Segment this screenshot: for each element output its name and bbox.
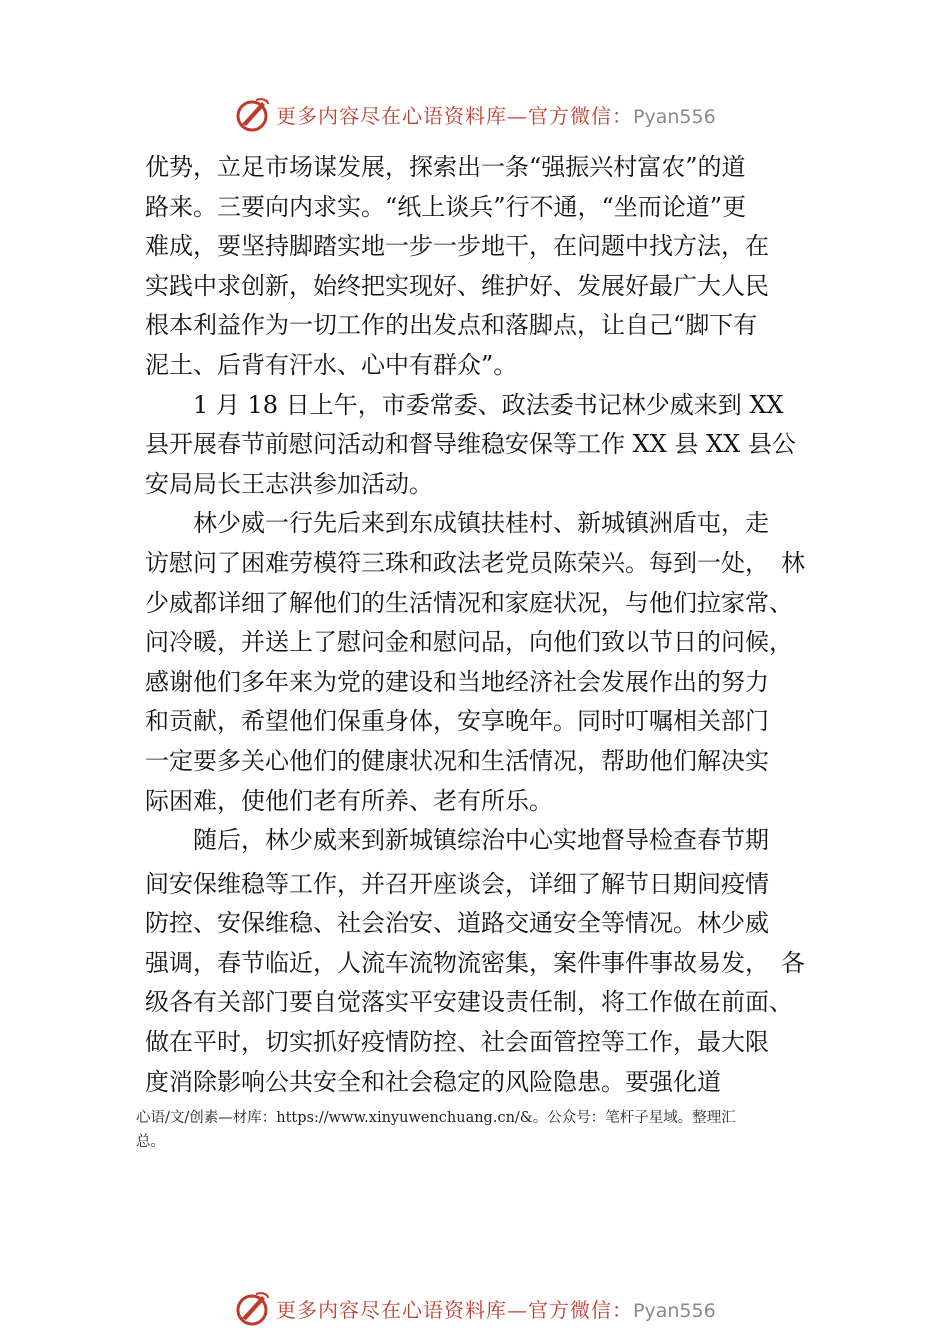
text-line: 访慰问了困难劳模符三珠和政法老党员陈荣兴。每到一处， 林 (145, 548, 805, 577)
text-line: 做在平时，切实抓好疫情防控、社会面管控等工作，最大限 (145, 1028, 769, 1057)
header-banner (232, 94, 716, 134)
quill-seal-icon (232, 94, 272, 134)
banner-text: 更多内容尽在心语资料库—官方微信：Pyan556 (276, 1297, 716, 1322)
text-line: 级各有关部门要自觉落实平安建设责任制，将工作做在前面、 (145, 988, 793, 1017)
footer-line: 心语/文/创素—材库：https://www.xinyuwenchuang.cn/&。公众号：笔杆子星域。整理汇 (136, 1110, 736, 1126)
wechat-id: Pyan556 (633, 1299, 716, 1322)
text-line: 度消除影响公共安全和社会稳定的风险隐患。要强化道 (145, 1067, 721, 1096)
text-line: 优势，立足市场谋发展，探索出一条“强振兴村富农”的道 (145, 153, 746, 181)
text-line: 随后，林少威来到新城镇综治中心实地督导检查春节期 (145, 826, 769, 855)
quill-seal-icon (232, 1288, 272, 1328)
text-line: 难成，要坚持脚踏实地一步一步地干，在问题中找方法，在 (145, 232, 769, 261)
text-line: 实践中求创新，始终把实现好、维护好、发展好最广大人民 (145, 271, 769, 300)
text-line: 林少威一行先后来到东成镇扶桂村、新城镇洲盾屯，走 (145, 509, 769, 538)
wechat-id: Pyan556 (633, 105, 716, 128)
text-line: 县开展春节前慰问活动和督导维稳安保等工作 XX 县 XX 县公 (145, 430, 796, 459)
text-line: 少威都详细了解他们的生活情况和家庭状况，与他们拉家常、 (145, 588, 793, 617)
text-line: 根本利益作为一切工作的出发点和落脚点，让自己“脚下有 (145, 311, 758, 340)
text-line: 问冷暖，并送上了慰问金和慰问品，向他们致以节日的问候， (145, 628, 793, 657)
text-line: 和贡献，希望他们保重身体，安享晚年。同时叮嘱相关部门 (145, 707, 769, 736)
source-footer (136, 1106, 836, 1154)
text-line: 防控、安保维稳、社会治安、道路交通安全等情况。林少威 (145, 909, 769, 938)
document-body (145, 148, 815, 1102)
text-line: 强调，春节临近，人流车流物流密集，案件事件事故易发， 各 (145, 948, 805, 977)
text-line: 际困难，使他们老有所养、老有所乐。 (145, 786, 553, 815)
text-line: 泥土、后背有汗水、心中有群众”。 (145, 350, 518, 379)
banner-text: 更多内容尽在心语资料库—官方微信：Pyan556 (276, 103, 716, 128)
text-line: 路来。三要向内求实。“纸上谈兵”行不通，“坐而论道”更 (145, 192, 747, 221)
text-line: 一定要多关心他们的健康状况和生活情况，帮助他们解决实 (145, 746, 769, 775)
footer-banner (232, 1288, 716, 1328)
text-line: 安局局长王志洪参加活动。 (145, 469, 433, 498)
text-line: 间安保维稳等工作，并召开座谈会，详细了解节日期间疫情 (145, 869, 769, 898)
footer-line: 总。 (136, 1134, 165, 1150)
text-line: 1 月 18 日上午，市委常委、政法委书记林少威来到 XX (145, 390, 784, 419)
text-line: 感谢他们多年来为党的建设和当地经济社会发展作出的努力 (145, 667, 769, 696)
